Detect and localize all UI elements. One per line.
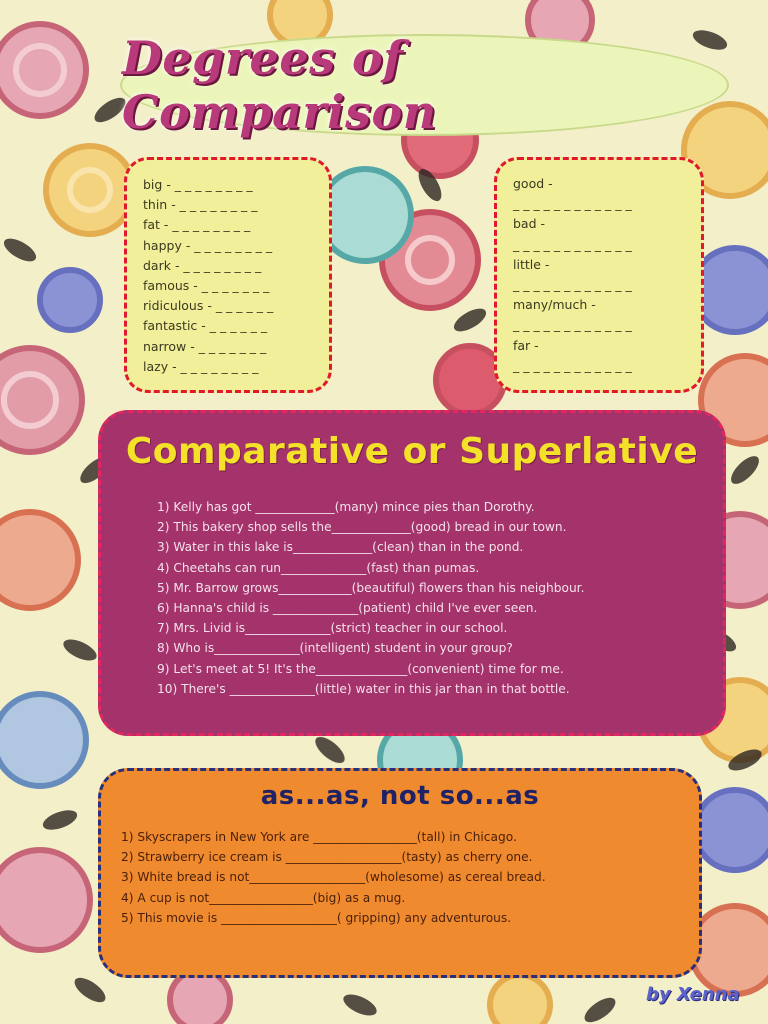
list-item: far - xyxy=(513,337,539,353)
exercise-item: 3) White bread is not___________________(wholesome) as cereal bread. xyxy=(121,870,546,885)
exercise-item: 7) Mrs. Livid is______________(strict) teacher in our school. xyxy=(157,621,508,636)
list-item: dark - _ _ _ _ _ _ _ _ xyxy=(143,257,262,273)
as-as-panel xyxy=(98,768,702,978)
section-heading: as...as, not so...as xyxy=(260,781,540,811)
adjectives-right-box xyxy=(494,157,704,393)
list-item: famous - _ _ _ _ _ _ _ xyxy=(143,278,270,294)
exercise-list xyxy=(121,827,546,928)
list-item: _ _ _ _ _ _ _ _ _ _ _ _ xyxy=(513,196,632,212)
author-credit: by Xenna xyxy=(646,984,740,1005)
section-heading: Comparative or Superlative xyxy=(125,431,699,472)
list-item: _ _ _ _ _ _ _ _ _ _ _ _ xyxy=(513,277,632,293)
page-title: Degrees of Comparison xyxy=(122,31,437,139)
list-item: bad - xyxy=(513,216,546,232)
exercise-item: 10) There's ______________(little) water in this jar than in that bottle. xyxy=(157,681,570,696)
exercise-item: 8) Who is______________(intelligent) student in your group? xyxy=(157,641,513,656)
comparative-superlative-panel xyxy=(98,410,726,736)
adjectives-right-list xyxy=(513,174,701,376)
list-item: many/much - xyxy=(513,297,596,313)
exercise-item: 2) Strawberry ice cream is ___________________(tasty) as cherry one. xyxy=(121,850,533,865)
exercise-item: 5) This movie is ___________________( gripping) any adventurous. xyxy=(121,910,512,925)
exercise-item: 5) Mr. Barrow grows____________(beautiful) flowers than his neighbour. xyxy=(157,580,585,595)
adjectives-left-box xyxy=(124,157,332,393)
list-item: happy - _ _ _ _ _ _ _ _ xyxy=(143,237,273,253)
exercise-item: 1) Skyscrapers in New York are _________________(tall) in Chicago. xyxy=(121,830,517,844)
exercise-item: 9) Let's meet at 5! It's the_______________(convenient) time for me. xyxy=(157,661,564,676)
adjectives-left-list xyxy=(143,175,329,377)
exercise-item: 6) Hanna's child is ______________(patient) child I've ever seen. xyxy=(157,601,538,616)
list-item: thin - _ _ _ _ _ _ _ _ xyxy=(143,197,258,213)
list-item: lazy - _ _ _ _ _ _ _ _ xyxy=(143,358,259,374)
list-item: little - xyxy=(513,256,550,272)
exercise-item: 2) This bakery shop sells the_____________(good) bread in our town. xyxy=(157,520,567,535)
list-item: _ _ _ _ _ _ _ _ _ _ _ _ xyxy=(513,317,632,333)
exercise-item: 4) Cheetahs can run______________(fast) than pumas. xyxy=(157,560,480,575)
list-item: big - _ _ _ _ _ _ _ _ xyxy=(143,177,253,192)
exercise-list xyxy=(157,497,584,699)
list-item: fat - _ _ _ _ _ _ _ _ xyxy=(143,217,251,233)
list-item: fantastic - _ _ _ _ _ _ xyxy=(143,318,268,334)
list-item: _ _ _ _ _ _ _ _ _ _ _ _ xyxy=(513,357,632,373)
title-banner xyxy=(120,31,729,139)
exercise-item: 4) A cup is not_________________(big) as a mug. xyxy=(121,890,406,905)
exercise-item: 1) Kelly has got _____________(many) mince pies than Dorothy. xyxy=(157,500,535,514)
list-item: ridiculous - _ _ _ _ _ _ xyxy=(143,298,274,314)
list-item: _ _ _ _ _ _ _ _ _ _ _ _ xyxy=(513,236,632,252)
list-item: narrow - _ _ _ _ _ _ _ xyxy=(143,338,267,354)
list-item: good - xyxy=(513,176,553,191)
exercise-item: 3) Water in this lake is_____________(clean) than in the pond. xyxy=(157,540,524,555)
